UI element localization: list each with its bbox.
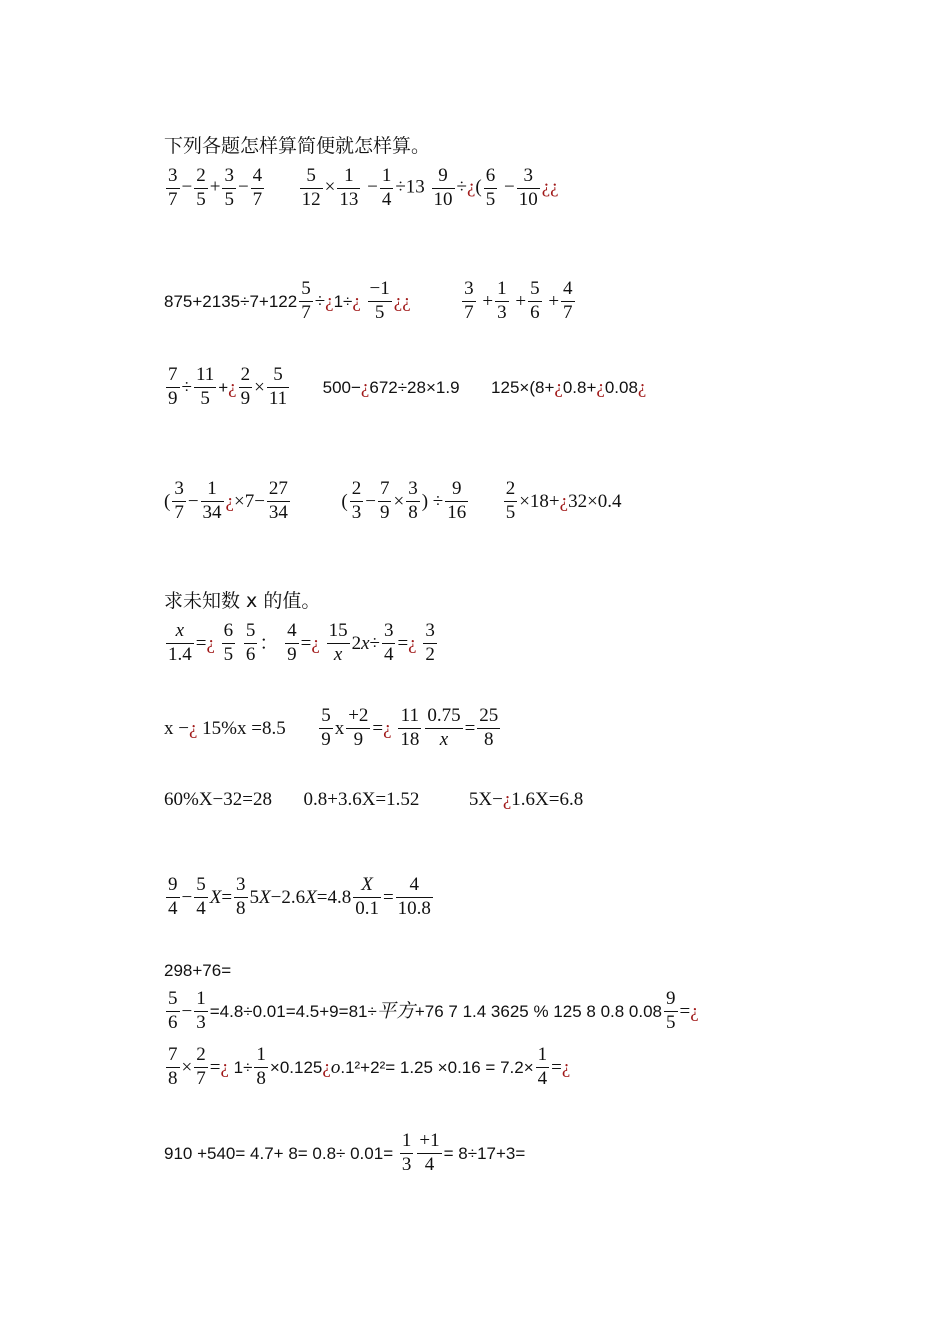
- fraction: $\frac{4}{7}$: [563, 278, 573, 323]
- fraction: $\frac{3}{7}$: [464, 278, 474, 323]
- row-2: [164, 278, 890, 325]
- heading-simplify: 下列各题怎样算简便就怎样算。: [164, 135, 431, 157]
- operator: =: [195, 632, 207, 654]
- operator: −: [181, 886, 193, 908]
- missing-glyph: ¿: [383, 717, 392, 739]
- operator: −: [237, 176, 249, 198]
- fraction: $\frac{4}{9}$: [287, 620, 297, 665]
- fraction: $\frac{5}{6}$: [245, 620, 256, 665]
- fraction: $\frac{+2}{9}$: [348, 705, 369, 750]
- missing-glyph: ¿: [408, 632, 417, 654]
- fraction: $\frac{5}{12}$: [301, 165, 321, 210]
- fraction: $\frac{-1}{5}$: [369, 278, 390, 323]
- missing-glyph: ¿: [561, 1056, 571, 1078]
- fraction: $\frac{15}{x}$: [328, 620, 348, 665]
- row-3: [164, 364, 890, 411]
- fraction: $\frac{11}{18}$: [400, 705, 420, 750]
- operator: =: [372, 717, 384, 739]
- operator: ÷: [314, 290, 326, 312]
- variable: x: [361, 632, 370, 654]
- expression-text: 2: [351, 632, 362, 654]
- equation: 5X−: [468, 789, 503, 810]
- operator: =: [300, 632, 312, 654]
- missing-glyph: ¿: [596, 376, 605, 398]
- expression-text: ×7−: [233, 490, 265, 512]
- fraction: $\frac{3}{7}$: [174, 478, 184, 523]
- row-12: [164, 1130, 890, 1177]
- fraction: $\frac{2}{5}$: [196, 165, 206, 210]
- missing-glyph: ¿: [325, 290, 334, 312]
- fraction: $\frac{5}{4}$: [196, 874, 206, 919]
- expression-text: 875+2135÷7+122: [164, 291, 298, 311]
- operator: +: [218, 377, 229, 397]
- fraction: $\frac{11}{5}$: [195, 364, 215, 409]
- equation: 0.8+3.6X=1.52: [303, 789, 420, 810]
- operator: =: [397, 632, 409, 654]
- operator: ÷: [181, 376, 192, 398]
- row-1: [164, 165, 890, 212]
- operator: ×: [181, 1056, 193, 1078]
- expression-text: −2.6: [270, 886, 306, 908]
- missing-glyph: ¿: [559, 490, 569, 512]
- missing-glyph: ¿: [322, 1056, 331, 1078]
- missing-glyph: ¿: [311, 632, 320, 654]
- fraction: $\frac{4}{10.8}$: [397, 874, 431, 919]
- row-9: 298+76=: [164, 961, 232, 980]
- missing-glyph: ¿: [220, 1056, 229, 1078]
- operator: −: [367, 176, 378, 198]
- operator: =: [221, 886, 233, 908]
- fraction: $\frac{9}{16}$: [447, 478, 467, 523]
- fraction: $\frac{2}{5}$: [505, 478, 516, 523]
- row-10: [164, 988, 890, 1035]
- equation: 1.6X=6.8: [511, 789, 584, 810]
- missing-glyph: ¿: [360, 376, 370, 398]
- fraction: $\frac{9}{4}$: [168, 874, 178, 919]
- fraction: $\frac{3}{10}$: [518, 165, 538, 210]
- expression-text: 672÷28×1.9: [369, 377, 460, 397]
- missing-glyph: ¿¿: [393, 290, 411, 312]
- equation: 60%X−32=28: [164, 789, 272, 810]
- expression-text: 15%x =8.5: [197, 717, 286, 739]
- expression-text: 500−: [322, 377, 361, 397]
- fraction: $\frac{5}{6}$: [168, 988, 178, 1033]
- operator: =: [464, 717, 476, 739]
- fraction: $\frac{2}{3}$: [351, 478, 362, 523]
- operator: ×: [254, 376, 265, 398]
- fraction: $\frac{3}{8}$: [408, 478, 418, 523]
- fraction: $\frac{1}{3}$: [497, 278, 507, 323]
- paren: (: [164, 490, 171, 512]
- operator: ×: [324, 176, 336, 198]
- fraction: $\frac{9}{5}$: [666, 988, 676, 1033]
- fraction: $\frac{25}{8}$: [479, 705, 499, 750]
- operator: ÷: [456, 176, 467, 198]
- expression-text: 125×(8+: [491, 377, 555, 397]
- operator: ÷: [369, 632, 380, 654]
- fraction: $\frac{1}{3}$: [196, 988, 206, 1033]
- operator: −: [187, 490, 199, 512]
- expression-text: 5: [249, 886, 260, 908]
- expression-text: ×18+: [519, 490, 560, 512]
- missing-glyph: ¿: [466, 176, 476, 198]
- expression-text: 910 +540= 4.7+ 8= 0.8÷ 0.01=: [164, 1143, 394, 1163]
- expression-text: 8÷17+3=: [458, 1143, 526, 1163]
- expression-text: ) ÷: [421, 490, 444, 512]
- fraction: $\frac{1}{3}$: [401, 1130, 412, 1175]
- fraction: $\frac{2}{9}$: [240, 364, 251, 409]
- fraction: $\frac{X}{0.1}$: [355, 874, 379, 919]
- fraction: $\frac{+1}{4}$: [419, 1130, 440, 1175]
- fraction: $\frac{5}{11}$: [268, 364, 288, 409]
- fraction: $\frac{1}{34}$: [202, 478, 222, 523]
- operator: +: [482, 290, 494, 312]
- variable: x: [334, 717, 345, 739]
- missing-glyph: ¿: [352, 290, 361, 312]
- fraction: $\frac{1}{8}$: [256, 1044, 266, 1089]
- row-6: [164, 705, 890, 752]
- row-11: [164, 1044, 890, 1091]
- operator: =: [382, 886, 394, 908]
- fraction: $\frac{5}{9}$: [321, 705, 331, 750]
- operator: +: [515, 290, 527, 312]
- fraction: $\frac{5}{7}$: [301, 278, 311, 323]
- fraction: $\frac{0.75}{x}$: [427, 705, 461, 750]
- fraction: $\frac{x}{1.4}$: [168, 620, 192, 665]
- paren: (: [341, 490, 348, 512]
- expression-text: 1÷: [233, 1057, 253, 1077]
- italic-text: 平方: [376, 1000, 415, 1022]
- fraction: $\frac{7}{8}$: [168, 1044, 178, 1089]
- fraction: $\frac{1}{4}$: [537, 1044, 548, 1089]
- heading-solve: 求未知数 x 的值。: [164, 590, 321, 612]
- fraction: $\frac{4}{7}$: [252, 165, 263, 210]
- expression-text: =4.8÷0.01=4.5+9=81÷: [209, 1001, 377, 1021]
- operator: +: [209, 176, 221, 198]
- expression-text: .1²+2²= 1.25 ×0.16 = 7.2×: [340, 1057, 534, 1077]
- operator: ×: [393, 490, 405, 512]
- fraction: $\frac{6}{5}$: [223, 620, 234, 665]
- missing-glyph: ¿: [228, 376, 237, 398]
- fraction: $\frac{9}{10}$: [433, 165, 453, 210]
- missing-glyph: ¿: [188, 717, 198, 739]
- missing-glyph: ¿¿: [541, 176, 559, 198]
- row-4: [164, 478, 890, 525]
- expression-text: ÷13: [395, 176, 425, 198]
- fraction: $\frac{3}{8}$: [236, 874, 246, 919]
- operator: =: [443, 1143, 454, 1163]
- expression-text: ×0.125: [269, 1057, 323, 1077]
- fraction: $\frac{1}{13}$: [339, 165, 359, 210]
- missing-glyph: ¿: [690, 1000, 699, 1022]
- expression-text: 32×0.4: [568, 490, 622, 512]
- missing-glyph: ¿: [554, 376, 563, 398]
- expression-text: 0.08: [604, 377, 638, 397]
- paren: (: [475, 176, 482, 198]
- missing-glyph: ¿: [225, 490, 234, 512]
- expression-text: 0.8+: [562, 377, 597, 397]
- fraction: $\frac{7}{9}$: [168, 364, 178, 409]
- row-7: [164, 790, 890, 809]
- missing-glyph: ¿: [637, 376, 647, 398]
- fraction: $\frac{5}{6}$: [530, 278, 540, 323]
- operator: =: [679, 1000, 691, 1022]
- operator: −: [181, 1000, 193, 1022]
- missing-glyph: ¿: [206, 632, 215, 654]
- operator: −: [365, 490, 376, 512]
- italic-text: o: [330, 1056, 341, 1078]
- fraction: $\frac{3}{2}$: [425, 620, 435, 665]
- missing-glyph: ¿: [502, 789, 512, 810]
- variable: X: [259, 886, 271, 908]
- variable: X: [209, 886, 222, 908]
- expression-text: 1÷: [333, 291, 353, 311]
- expression-text: +76 7 1.4 3625 % 125 8 0.8 0.08: [414, 1001, 663, 1021]
- operator: −: [181, 176, 193, 198]
- fraction: $\frac{6}{5}$: [485, 165, 496, 210]
- variable: X: [305, 886, 317, 908]
- fraction: $\frac{1}{4}$: [381, 165, 392, 210]
- fraction: $\frac{7}{9}$: [379, 478, 390, 523]
- colon: ：: [259, 632, 279, 654]
- row-8: [164, 874, 890, 921]
- row-5: [164, 620, 890, 667]
- fraction: $\frac{27}{34}$: [268, 478, 288, 523]
- operator: −: [503, 176, 515, 198]
- expression-text: x −: [164, 717, 189, 739]
- operator: +: [548, 290, 560, 312]
- expression-text: =4.8: [316, 886, 352, 908]
- operator: =: [551, 1056, 562, 1078]
- fraction: $\frac{3}{4}$: [383, 620, 394, 665]
- fraction: $\frac{3}{7}$: [168, 165, 178, 210]
- operator: =: [209, 1056, 221, 1078]
- fraction: $\frac{2}{7}$: [196, 1044, 206, 1089]
- fraction: $\frac{3}{5}$: [224, 165, 234, 210]
